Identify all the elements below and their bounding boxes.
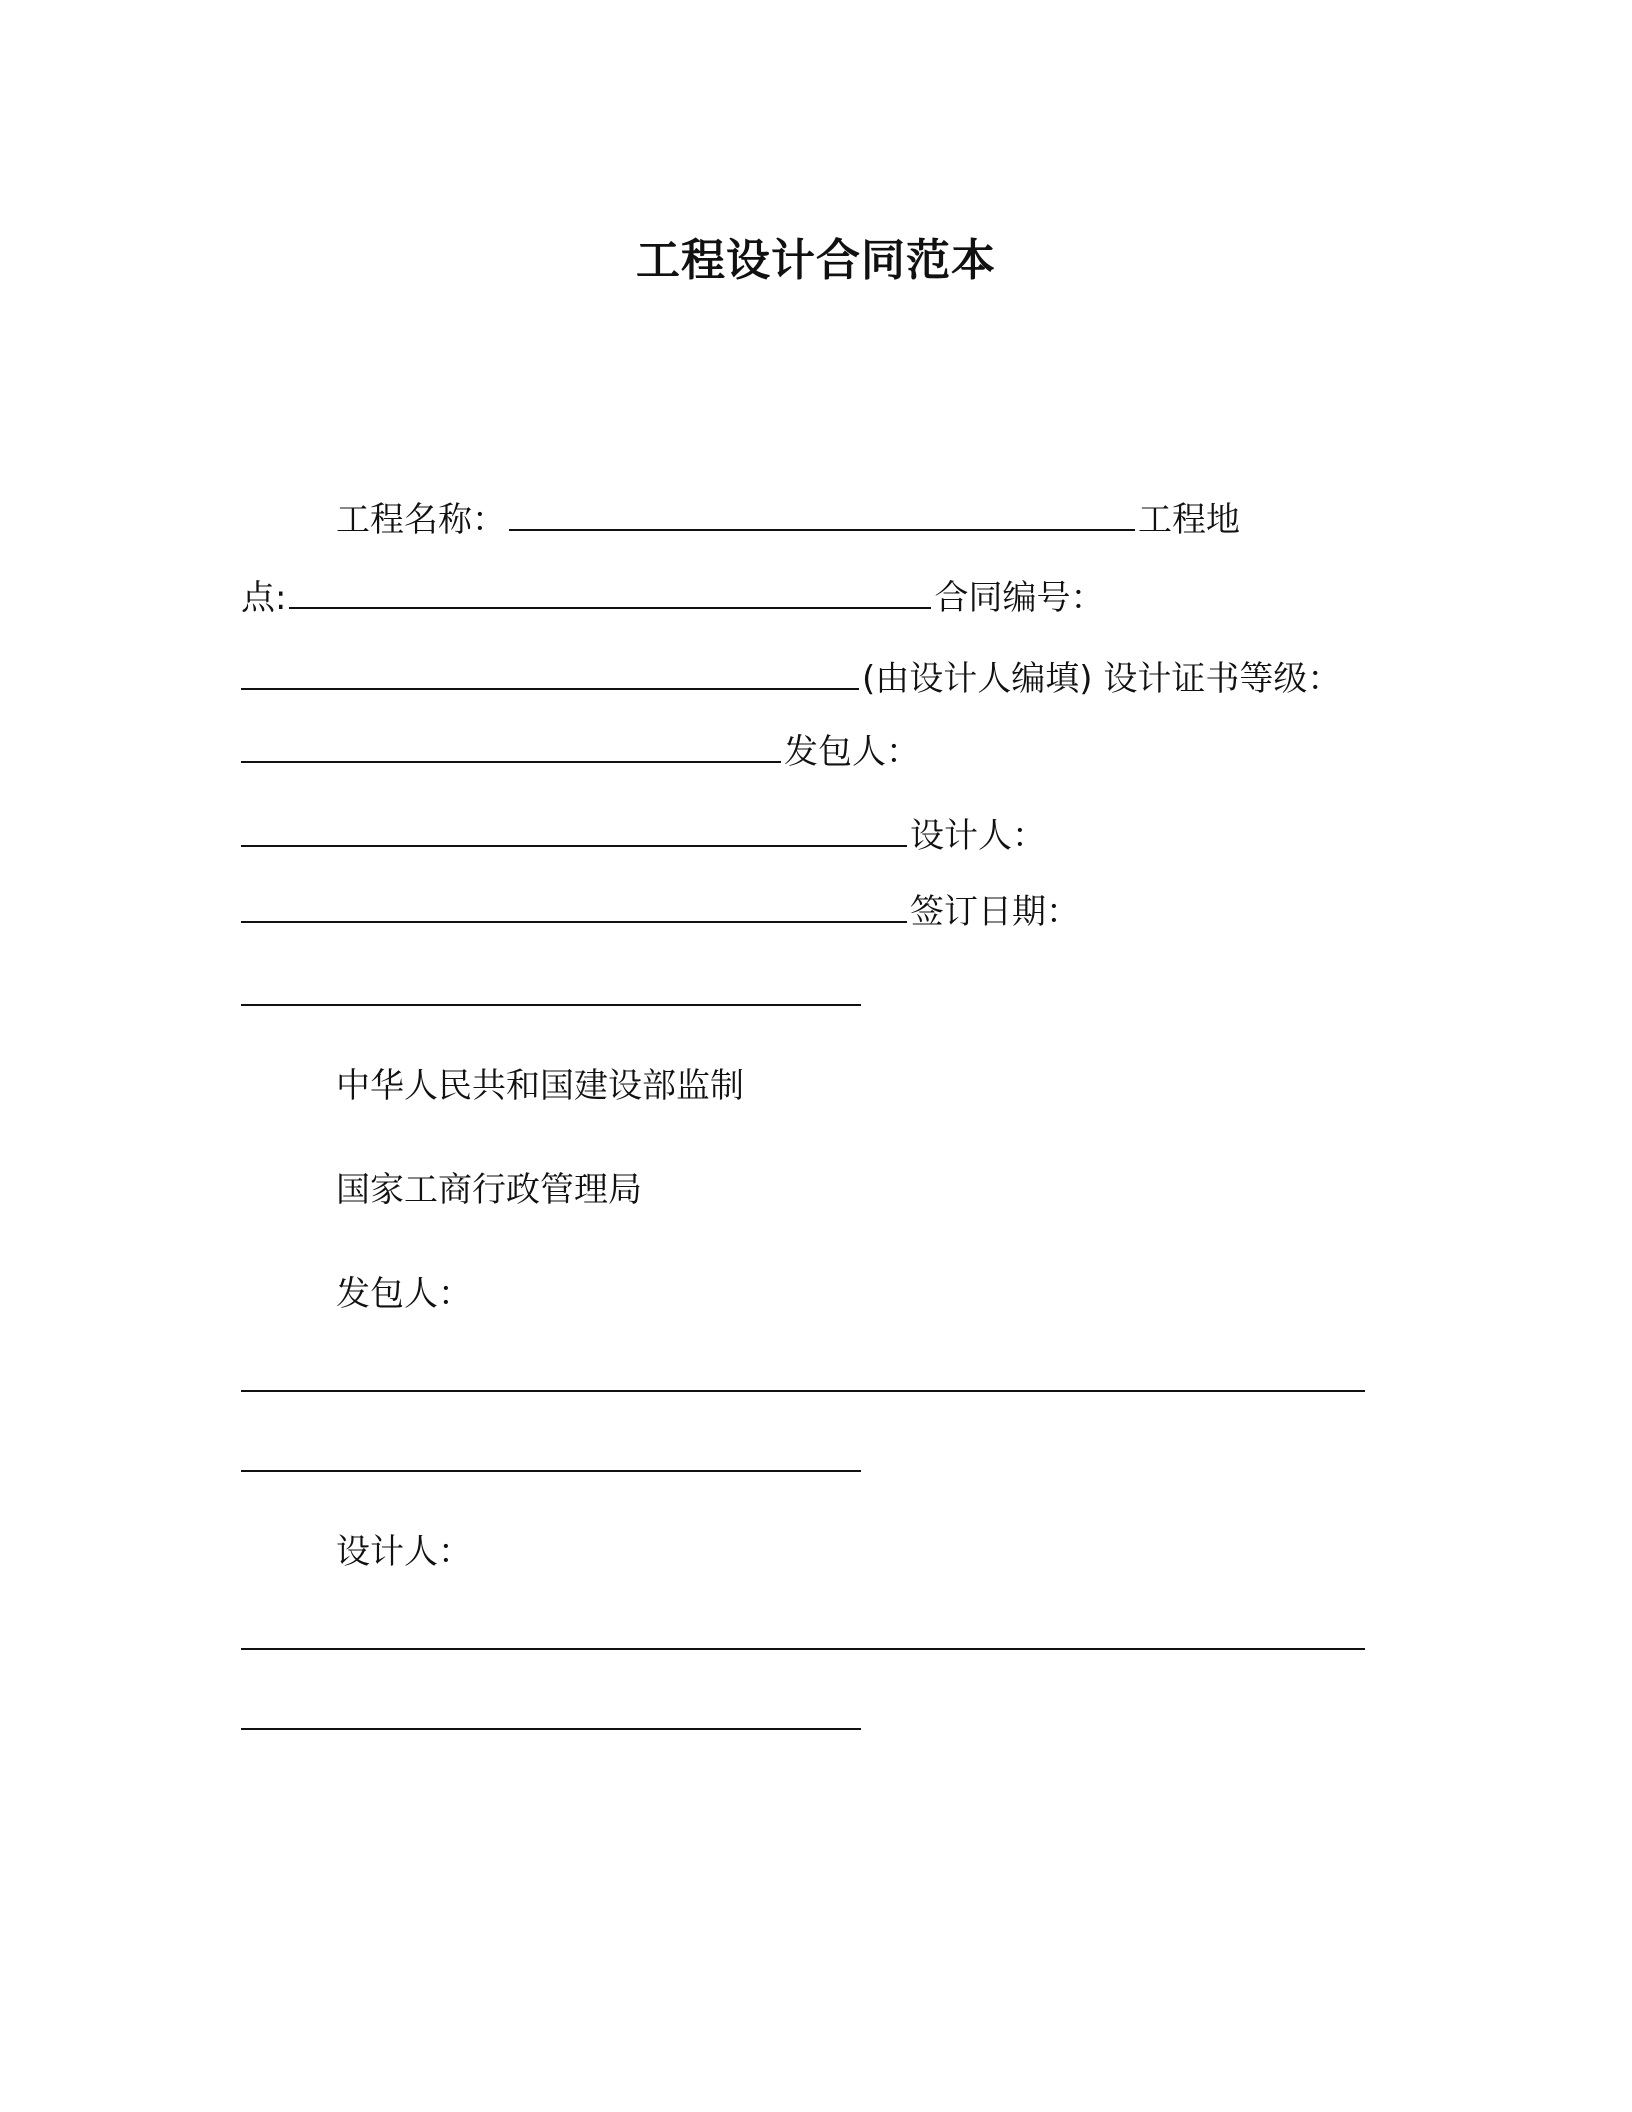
document-title: 工程设计合同范本 — [636, 235, 996, 286]
sign-date-blank[interactable] — [241, 1004, 861, 1006]
issuer-line-1: 中华人民共和国建设部监制 — [336, 1066, 744, 1106]
project-name-label: 工程名称： — [336, 500, 506, 540]
contract-no-row — [241, 657, 1341, 701]
contract-no-label: 合同编号： — [934, 578, 1105, 618]
project-location-label-part1: 工程地 — [1138, 500, 1240, 540]
issuer-line-2: 国家工商行政管理局 — [336, 1170, 642, 1210]
project-name-row — [336, 498, 1240, 542]
cover-client-row — [241, 814, 1046, 858]
project-name-blank[interactable] — [509, 499, 1135, 531]
client-label: 发包人： — [336, 1274, 472, 1314]
cert-level-label: 设计证书等级： — [1103, 659, 1342, 699]
cover-designer-blank[interactable] — [241, 891, 907, 923]
project-location-row — [241, 576, 1104, 620]
cover-designer-row — [241, 890, 1080, 934]
contract-no-blank[interactable] — [241, 658, 859, 690]
designer-label: 设计人： — [336, 1532, 472, 1572]
cover-client-label: 发包人： — [784, 732, 920, 772]
cert-level-row — [241, 730, 920, 774]
cover-designer-label: 设计人： — [910, 816, 1046, 856]
project-location-label-part2: 点: — [241, 578, 287, 618]
client-blank-line-2[interactable] — [241, 1470, 861, 1472]
designer-blank-line-2[interactable] — [241, 1728, 861, 1730]
cover-client-blank[interactable] — [241, 815, 907, 847]
project-location-blank[interactable] — [289, 577, 931, 609]
sign-date-label: 签订日期： — [910, 892, 1080, 932]
designer-blank-line-1[interactable] — [241, 1648, 1365, 1650]
cert-level-blank[interactable] — [241, 731, 781, 763]
contract-no-note: (由设计人编填) — [862, 659, 1093, 699]
client-blank-line-1[interactable] — [241, 1390, 1365, 1392]
